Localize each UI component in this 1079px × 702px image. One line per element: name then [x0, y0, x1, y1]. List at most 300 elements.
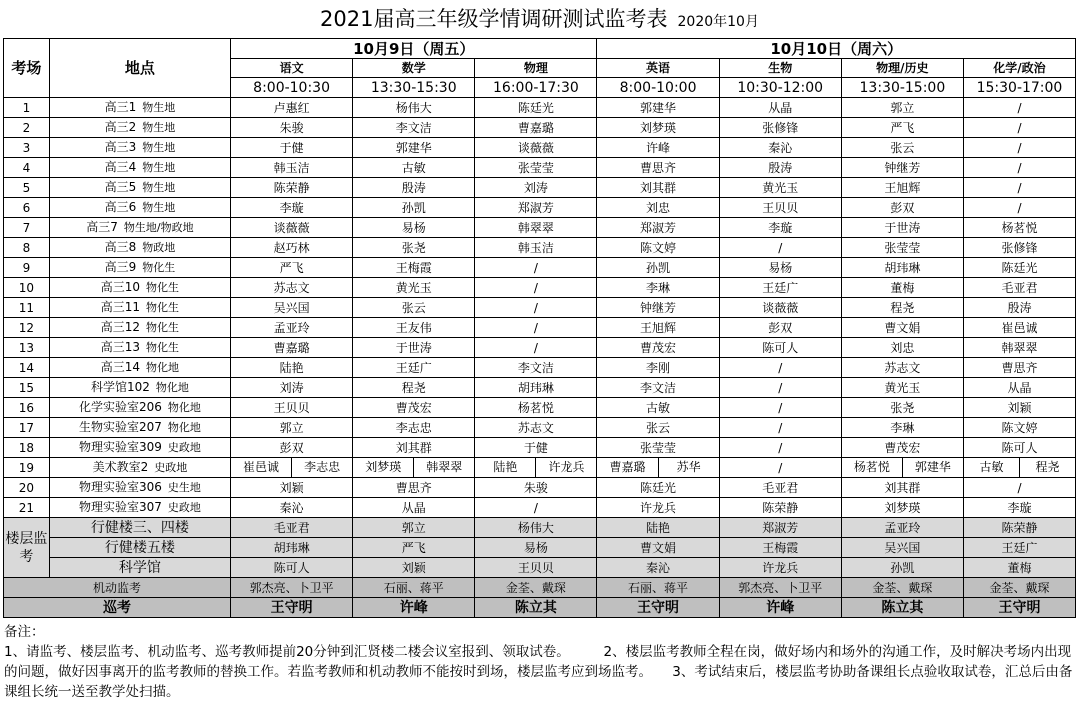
subject-header: 物理/历史 — [841, 59, 963, 78]
room-number: 15 — [4, 378, 50, 398]
floor-place: 科学馆 — [49, 558, 230, 578]
table-row — [4, 438, 1076, 458]
table-row — [4, 418, 1076, 438]
proctor-cell: / — [963, 478, 1075, 498]
proctor-cell: / — [719, 418, 841, 438]
proctor-cell: 曹思齐 — [597, 158, 719, 178]
room-location — [49, 138, 230, 158]
proctor-cell: / — [719, 238, 841, 258]
table-row — [4, 338, 1076, 358]
proctor-cell: 曹茂宏 — [841, 438, 963, 458]
time-header: 16:00-17:30 — [475, 78, 597, 98]
proctor-cell: 郭立 — [231, 418, 353, 438]
header-day1: 10月9日（周五） — [231, 39, 597, 59]
floor-row — [4, 558, 1076, 578]
proctor-cell: / — [475, 338, 597, 358]
proctor-cell: 刘涛 — [231, 378, 353, 398]
subject-header: 物理 — [475, 59, 597, 78]
proctor-cell: / — [475, 498, 597, 518]
room-location — [49, 498, 230, 518]
split-cell — [231, 458, 352, 477]
room-number: 20 — [4, 478, 50, 498]
proctor-cell: 钟继芳 — [841, 158, 963, 178]
proctor-cell: / — [963, 118, 1075, 138]
proctor-cell: 谈薇薇 — [231, 218, 353, 238]
proctor-cell: 朱骏 — [231, 118, 353, 138]
floor-proctor-cell: 曹文娟 — [597, 538, 719, 558]
floor-row — [4, 518, 1076, 538]
floor-proctor-cell: 易杨 — [475, 538, 597, 558]
proctor-cell: 秦沁 — [719, 138, 841, 158]
mobile-label: 机动监考 — [4, 578, 231, 598]
location-name: 高三9 — [104, 260, 137, 274]
table-row — [4, 98, 1076, 118]
patrol-cell: 陈立其 — [475, 598, 597, 618]
proctor-cell: 严飞 — [841, 118, 963, 138]
proctor-cell: 韩玉洁 — [475, 238, 597, 258]
proctor-cell: 韩玉洁 — [231, 158, 353, 178]
patrol-cell: 王守明 — [231, 598, 353, 618]
proctor-cell: 许峰 — [597, 138, 719, 158]
proctor-cell: 从晶 — [719, 98, 841, 118]
room-number: 2 — [4, 118, 50, 138]
proctor-cell: 李璇 — [231, 198, 353, 218]
table-row — [4, 298, 1076, 318]
proctor-cell: 李文洁 — [353, 118, 475, 138]
patrol-label: 巡考 — [4, 598, 231, 618]
mobile-proctor-cell: 金荃、戴琛 — [475, 578, 597, 598]
proctor-cell: 张莹莹 — [597, 438, 719, 458]
patrol-cell: 王守明 — [963, 598, 1075, 618]
proctor-cell: / — [963, 198, 1075, 218]
table-row — [4, 478, 1076, 498]
proctor-cell: / — [719, 378, 841, 398]
proctor-cell: 于世涛 — [841, 218, 963, 238]
split-cell — [964, 458, 1075, 477]
table-row — [4, 318, 1076, 338]
subject-combo: 物化生 — [142, 261, 176, 274]
room-number: 8 — [4, 238, 50, 258]
room-location — [49, 398, 230, 418]
proctor-cell: 李刚 — [597, 358, 719, 378]
proctor-cell: 陈廷光 — [963, 258, 1075, 278]
table-row — [4, 498, 1076, 518]
subject-combo: 史政地 — [167, 501, 201, 514]
subject-combo: 物化地 — [146, 361, 180, 374]
time-header: 10:30-12:00 — [719, 78, 841, 98]
proctor-cell: 卢惠红 — [231, 98, 353, 118]
proctor-cell: 程尧 — [841, 298, 963, 318]
proctor-cell: / — [719, 438, 841, 458]
room-location — [49, 458, 230, 478]
header-day2: 10月10日（周六） — [597, 39, 1076, 59]
proctor-cell: 崔邑诚 — [963, 318, 1075, 338]
proctor-cell: 孟亚玲 — [231, 318, 353, 338]
room-location — [49, 438, 230, 458]
split-cell — [475, 458, 596, 477]
floor-proctor-cell: 王梅霞 — [719, 538, 841, 558]
proctor-cell: 王梅霞 — [353, 258, 475, 278]
proctor-cell: 张云 — [597, 418, 719, 438]
notes-text: 1、请监考、楼层监考、机动监考、巡考教师提前20分钟到汇贤楼二楼会议室报到、领取试卷。 2、楼层监考教师全程在岗，做好场内和场外的沟通工作，及时解决考场内出现的问题，做好因事离开的监考教师的替换工作。若监考教师和机动教师不能按时到场，楼层监考应到场监考。 3、考试结束后，楼层监考协助备课组长点验收取试卷，汇总后由备课组长统一送至教学处扫描。 — [4, 644, 1073, 700]
proctor-cell: 陈文婷 — [597, 238, 719, 258]
proctor-cell: 刘忠 — [597, 198, 719, 218]
floor-proctor-cell: 孟亚玲 — [841, 518, 963, 538]
proctor-cell: 曹茂宏 — [353, 398, 475, 418]
proctor-cell: 刘梦瑛 — [841, 498, 963, 518]
location-name: 高三5 — [104, 180, 137, 194]
time-header: 8:00-10:00 — [597, 78, 719, 98]
proctor-cell: 曹嘉璐 — [231, 338, 353, 358]
floor-proctor-cell: 秦沁 — [597, 558, 719, 578]
floor-proctor-cell: 郑淑芳 — [719, 518, 841, 538]
proctor-cell: 殷涛 — [963, 298, 1075, 318]
proctor-cell: 曹茂宏 — [597, 338, 719, 358]
proctor-cell: 殷涛 — [719, 158, 841, 178]
page-title — [0, 4, 1079, 34]
proctor-cell: 郭建华 — [353, 138, 475, 158]
floor-proctor-cell: 刘颖 — [353, 558, 475, 578]
floor-proctor-cell: 严飞 — [353, 538, 475, 558]
room-location — [49, 158, 230, 178]
proctor-cell: 陈廷光 — [475, 98, 597, 118]
proctor-cell: 彭双 — [841, 198, 963, 218]
patrol-cell: 陈立其 — [841, 598, 963, 618]
proctor-cell: / — [475, 278, 597, 298]
proctor-cell: 苏志文 — [231, 278, 353, 298]
mobile-proctor-cell: 金荃、戴琛 — [841, 578, 963, 598]
table-row — [4, 138, 1076, 158]
subject-header: 生物 — [719, 59, 841, 78]
subject-combo: 物化地 — [167, 401, 201, 414]
subject-combo: 物政地 — [142, 241, 176, 254]
proctor-cell: 程尧 — [353, 378, 475, 398]
proctor-cell: 吴兴国 — [231, 298, 353, 318]
proctor-cell: 郑淑芳 — [597, 218, 719, 238]
proctor-name: 陆艳 — [493, 460, 518, 474]
proctor-cell: 朱骏 — [475, 478, 597, 498]
proctor-cell: 胡玮琳 — [841, 258, 963, 278]
proctor-cell: / — [963, 158, 1075, 178]
proctor-cell: 刘颖 — [231, 478, 353, 498]
room-location — [49, 218, 230, 238]
location-name: 高三6 — [104, 200, 137, 214]
proctor-cell: 于健 — [475, 438, 597, 458]
floor-proctor-cell: 吴兴国 — [841, 538, 963, 558]
room-number: 4 — [4, 158, 50, 178]
table-row — [4, 198, 1076, 218]
proctor-cell: / — [719, 458, 841, 478]
subject-combo: 史政地 — [154, 461, 188, 474]
room-location — [49, 318, 230, 338]
proctor-name: 杨茗悦 — [853, 460, 890, 474]
proctor-cell — [231, 458, 353, 478]
proctor-cell: 杨伟大 — [353, 98, 475, 118]
patrol-row — [4, 598, 1076, 618]
floor-proctor-cell: 毛亚君 — [231, 518, 353, 538]
proctor-cell: 从晶 — [353, 498, 475, 518]
floor-proctor-cell: 王贝贝 — [475, 558, 597, 578]
floor-proctor-cell: 许龙兵 — [719, 558, 841, 578]
subject-combo: 物生地 — [142, 121, 176, 134]
room-number: 3 — [4, 138, 50, 158]
proctor-cell: 苏志文 — [475, 418, 597, 438]
proctor-cell: 张修锋 — [963, 238, 1075, 258]
patrol-cell: 许峰 — [353, 598, 475, 618]
proctor-name: 古敏 — [979, 460, 1004, 474]
location-name: 高三2 — [104, 120, 137, 134]
patrol-cell: 许峰 — [719, 598, 841, 618]
patrol-cell: 王守明 — [597, 598, 719, 618]
proctor-cell: 张尧 — [353, 238, 475, 258]
location-name: 高三11 — [100, 300, 141, 314]
room-number: 12 — [4, 318, 50, 338]
floor-proctor-cell: 陆艳 — [597, 518, 719, 538]
proctor-cell: 孙凯 — [353, 198, 475, 218]
table-row — [4, 238, 1076, 258]
proctor-cell: 胡玮琳 — [475, 378, 597, 398]
proctor-cell: 郭立 — [841, 98, 963, 118]
proctor-cell: 李文洁 — [475, 358, 597, 378]
room-number: 18 — [4, 438, 50, 458]
floor-place: 行健楼五楼 — [49, 538, 230, 558]
floor-proctor-cell: 胡玮琳 — [231, 538, 353, 558]
proctor-cell — [841, 458, 963, 478]
room-number: 9 — [4, 258, 50, 278]
proctor-name: 郭建华 — [902, 458, 963, 477]
proctor-name: 刘梦瑛 — [365, 460, 402, 474]
proctor-cell: 韩翠翠 — [475, 218, 597, 238]
proctor-cell: 李璇 — [719, 218, 841, 238]
proctor-cell: 王旭辉 — [841, 178, 963, 198]
table-row — [4, 258, 1076, 278]
room-location — [49, 238, 230, 258]
subject-combo: 物生地 — [142, 201, 176, 214]
location-name: 高三14 — [100, 360, 141, 374]
proctor-cell: 王贝贝 — [231, 398, 353, 418]
location-name: 高三12 — [100, 320, 141, 334]
proctor-name: 程尧 — [1019, 458, 1075, 477]
proctor-cell: 杨茗悦 — [475, 398, 597, 418]
table-row — [4, 178, 1076, 198]
room-location — [49, 478, 230, 498]
proctor-cell: 刘梦瑛 — [597, 118, 719, 138]
header-location: 地点 — [49, 39, 230, 98]
time-header: 15:30-17:00 — [963, 78, 1075, 98]
room-number: 6 — [4, 198, 50, 218]
proctor-cell: 王友伟 — [353, 318, 475, 338]
room-number: 14 — [4, 358, 50, 378]
room-number: 5 — [4, 178, 50, 198]
floor-proctor-cell: 陈可人 — [231, 558, 353, 578]
split-cell — [842, 458, 963, 477]
floor-proctor-cell: 杨伟大 — [475, 518, 597, 538]
mobile-proctor-cell: 石丽、蒋平 — [353, 578, 475, 598]
proctor-cell: 陈可人 — [719, 338, 841, 358]
subject-combo: 史生地 — [167, 481, 201, 494]
proctor-cell: 陈可人 — [963, 438, 1075, 458]
proctor-cell: 陈荣静 — [231, 178, 353, 198]
proctor-cell: 刘其群 — [597, 178, 719, 198]
proctor-cell: 曹文娟 — [841, 318, 963, 338]
title-main: 2021届高三年级学情调研测试监考表 — [320, 7, 668, 31]
mobile-proctor-cell: 郭杰亮、卜卫平 — [231, 578, 353, 598]
subject-header: 语文 — [231, 59, 353, 78]
proctor-cell: 刘其群 — [353, 438, 475, 458]
location-name: 高三3 — [104, 140, 137, 154]
subject-combo: 物化生 — [146, 281, 180, 294]
proctor-cell: 谈薇薇 — [719, 298, 841, 318]
subject-combo: 物化地 — [167, 421, 201, 434]
floor-proctor-cell: 郭立 — [353, 518, 475, 538]
room-number: 11 — [4, 298, 50, 318]
notes — [4, 622, 1076, 702]
proctor-cell: 严飞 — [231, 258, 353, 278]
proctor-name: 苏华 — [658, 458, 719, 477]
proctor-cell: 孙凯 — [597, 258, 719, 278]
proctor-cell: / — [475, 298, 597, 318]
subject-combo: 物生地 — [142, 181, 176, 194]
proctor-cell: 曹思齐 — [963, 358, 1075, 378]
proctor-cell: 黄光玉 — [719, 178, 841, 198]
proctor-cell: 古敏 — [353, 158, 475, 178]
mobile-row — [4, 578, 1076, 598]
proctor-cell: 王旭辉 — [597, 318, 719, 338]
location-name: 高三8 — [104, 240, 137, 254]
proctor-cell: 曹思齐 — [353, 478, 475, 498]
location-name: 化学实验室206 — [78, 400, 162, 414]
time-header: 8:00-10:30 — [231, 78, 353, 98]
proctor-cell: 董梅 — [841, 278, 963, 298]
room-location — [49, 98, 230, 118]
proctor-cell: 苏志文 — [841, 358, 963, 378]
proctor-cell: 陈荣静 — [719, 498, 841, 518]
room-number: 17 — [4, 418, 50, 438]
floor-proctor-cell: 王廷广 — [963, 538, 1075, 558]
proctor-cell: 韩翠翠 — [963, 338, 1075, 358]
proctor-name: 李志忠 — [291, 458, 352, 477]
subject-combo: 物化生 — [146, 341, 180, 354]
proctor-cell: / — [963, 138, 1075, 158]
room-location — [49, 378, 230, 398]
floor-row — [4, 538, 1076, 558]
room-location — [49, 258, 230, 278]
room-number: 19 — [4, 458, 50, 478]
proctor-cell: 从晶 — [963, 378, 1075, 398]
split-cell — [597, 458, 718, 477]
table-row — [4, 398, 1076, 418]
proctor-cell: 毛亚君 — [963, 278, 1075, 298]
proctor-cell: 彭双 — [231, 438, 353, 458]
mobile-proctor-cell: 郭杰亮、卜卫平 — [719, 578, 841, 598]
room-number: 10 — [4, 278, 50, 298]
proctor-cell: 张修锋 — [719, 118, 841, 138]
table-row — [4, 218, 1076, 238]
room-location — [49, 278, 230, 298]
subject-combo: 物化生 — [146, 321, 180, 334]
floor-proctor-cell: 孙凯 — [841, 558, 963, 578]
proctor-cell: / — [963, 178, 1075, 198]
proctor-cell: 黄光玉 — [353, 278, 475, 298]
proctor-cell: 王廷广 — [719, 278, 841, 298]
room-location — [49, 178, 230, 198]
proctor-cell: 刘忠 — [841, 338, 963, 358]
location-name: 高三10 — [100, 280, 141, 294]
proctor-cell — [475, 458, 597, 478]
mobile-proctor-cell: 金荃、戴琛 — [963, 578, 1075, 598]
proctor-cell: 郭建华 — [597, 98, 719, 118]
notes-heading: 备注： — [4, 624, 45, 640]
table-row — [4, 158, 1076, 178]
proctor-cell: 彭双 — [719, 318, 841, 338]
proctor-cell: / — [719, 398, 841, 418]
proctor-cell: 易杨 — [719, 258, 841, 278]
table-row — [4, 378, 1076, 398]
proctor-cell: 杨茗悦 — [963, 218, 1075, 238]
proctor-cell: / — [963, 98, 1075, 118]
proctor-cell: 于世涛 — [353, 338, 475, 358]
proctor-cell: 曹嘉璐 — [475, 118, 597, 138]
proctor-cell: 陆艳 — [231, 358, 353, 378]
location-name: 物理实验室309 — [78, 440, 162, 454]
table-row — [4, 358, 1076, 378]
subject-header: 化学/政治 — [963, 59, 1075, 78]
proctor-cell: 王廷广 — [353, 358, 475, 378]
location-name: 高三13 — [100, 340, 141, 354]
floor-place: 行健楼三、四楼 — [49, 518, 230, 538]
proctor-cell: 易杨 — [353, 218, 475, 238]
proctor-cell: / — [719, 358, 841, 378]
room-location — [49, 118, 230, 138]
table-row — [4, 278, 1076, 298]
subject-combo: 物化生 — [146, 301, 180, 314]
time-header: 13:30-15:30 — [353, 78, 475, 98]
location-name: 美术教室2 — [92, 460, 149, 474]
room-number: 13 — [4, 338, 50, 358]
proctor-cell: 李文洁 — [597, 378, 719, 398]
proctor-cell: 李琳 — [841, 418, 963, 438]
subject-combo: 物生地 — [142, 101, 176, 114]
subject-combo: 物生地/物政地 — [123, 221, 194, 234]
proctor-cell: / — [475, 258, 597, 278]
proctor-cell: 于健 — [231, 138, 353, 158]
proctor-cell: 张莹莹 — [475, 158, 597, 178]
proctor-cell: 李璇 — [963, 498, 1075, 518]
proctor-cell — [597, 458, 719, 478]
proctor-cell — [963, 458, 1075, 478]
location-name: 生物实验室207 — [78, 420, 162, 434]
split-cell — [353, 458, 474, 477]
proctor-cell: 赵巧林 — [231, 238, 353, 258]
proctor-cell: 钟继芳 — [597, 298, 719, 318]
subject-header: 数学 — [353, 59, 475, 78]
proctor-cell: 陈文婷 — [963, 418, 1075, 438]
proctor-cell: 古敏 — [597, 398, 719, 418]
proctor-cell: 毛亚君 — [719, 478, 841, 498]
proctor-cell: 郑淑芳 — [475, 198, 597, 218]
proctor-cell: 王贝贝 — [719, 198, 841, 218]
room-number: 1 — [4, 98, 50, 118]
proctor-cell: 许龙兵 — [597, 498, 719, 518]
title-date: 2020年10月 — [677, 14, 759, 30]
proctor-name: 许龙兵 — [535, 458, 596, 477]
location-name: 科学馆102 — [90, 380, 150, 394]
room-location — [49, 298, 230, 318]
location-name: 高三7 — [86, 220, 118, 234]
location-name: 物理实验室306 — [78, 480, 162, 494]
room-location — [49, 358, 230, 378]
proctor-cell: 陈廷光 — [597, 478, 719, 498]
